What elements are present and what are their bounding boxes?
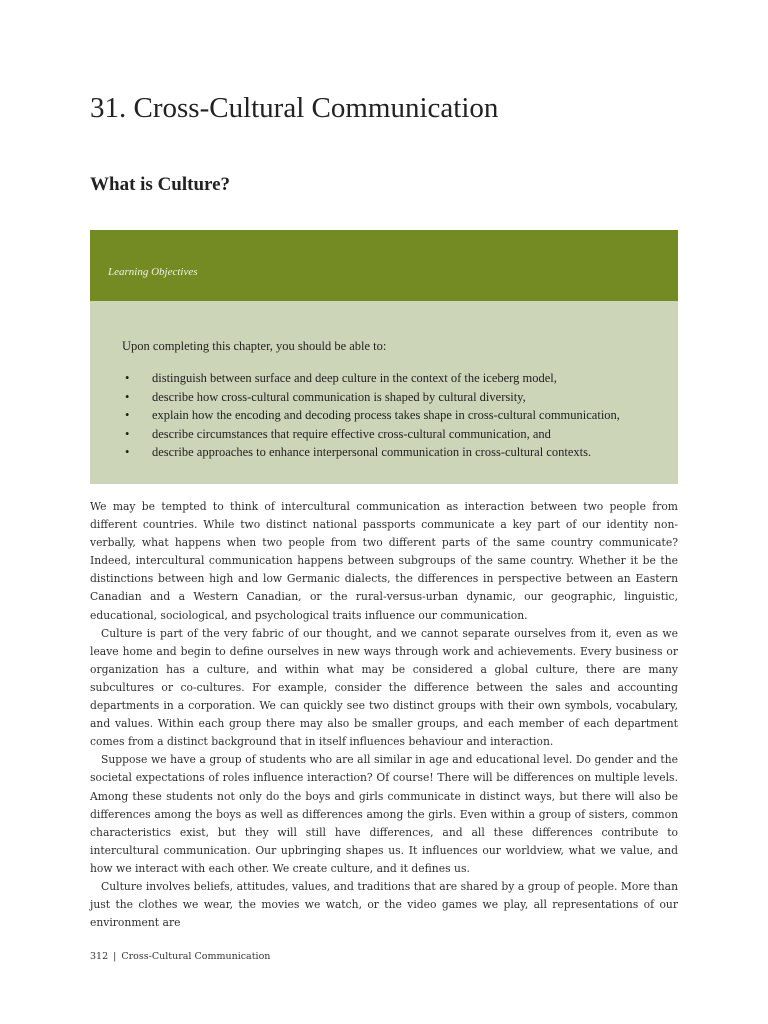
objective-item: • describe approaches to enhance interpersonal communication in cross-cultural contexts. [122, 443, 648, 462]
learning-objectives-box [90, 230, 678, 484]
body-paragraph: Culture is part of the very fabric of our thought, and we cannot separate ourselves from it, even as we leave home and begin to define ourselves in new ways through work and achievements. Every business or organization has a culture, and within what may be considered a global culture, there are many subcultures or co-cultures. For example, consider the difference between the sales and accounting departments in a corporation. We can quickly see two distinct groups with their own symbols, vocabulary, and values. Within each group there may also be smaller groups, and each member of each department comes from a distinct background that in itself influences behaviour and interaction. [90, 626, 678, 749]
learning-objectives-intro: Upon completing this chapter, you should be able to: [122, 339, 387, 353]
body-paragraph: Culture involves beliefs, attitudes, values, and traditions that are shared by a group of people. More than just the clothes we wear, the movies we watch, or the video games we play, all representations of our environment are [90, 879, 678, 930]
body-paragraph: We may be tempted to think of intercultural communication as interaction between two people from different countries. While two distinct national passports communicate a key part of our identity non-verbally, what happens when two people from two different parts of the same country communicate? Indeed, intercultural communication happens between subgroups of the same country. Whether it be the distinctions between high and low Germanic dialects, the differences in perspective between an Eastern Canadian and a Western Canadian, or the rural-versus-urban dynamic, our geographic, linguistic, educational, sociological, and psychological traits influence our communication. [90, 500, 678, 622]
objective-item: • describe circumstances that require effective cross-cultural communication, and [122, 425, 648, 444]
chapter-title: 31. Cross-Cultural Communication [90, 92, 499, 124]
body-text [90, 498, 678, 932]
learning-objectives-body [90, 301, 678, 484]
body-paragraph: Suppose we have a group of students who are all similar in age and educational level. Do gender and the societal expectations of roles influence interaction? Of course! There will be differences on multiple levels. Among these students not only do the boys and girls communicate in distinct ways, but there will also be differences among the boys as well as differences among the girls. Even within a group of sisters, common characteristics exist, but they will still have differences, and all these differences contribute to intercultural communication. Our upbringing shapes us. It influences our worldview, what we value, and how we interact with each other. We create culture, and it defines us. [90, 753, 678, 875]
section-title: What is Culture? [90, 174, 231, 195]
page-footer [90, 951, 270, 962]
page-number: 312 [90, 951, 109, 962]
objective-item: • describe how cross-cultural communication is shaped by cultural diversity, [122, 388, 648, 407]
objective-item: • explain how the encoding and decoding process takes shape in cross-cultural communication, [122, 406, 648, 425]
footer-separator: | [113, 951, 117, 962]
learning-objectives-heading: Learning Objectives [108, 266, 198, 278]
objective-item: • distinguish between surface and deep culture in the context of the iceberg model, [122, 369, 648, 388]
running-title: Cross-Cultural Communication [121, 951, 271, 962]
learning-objectives-header [90, 230, 678, 301]
learning-objectives-list [122, 369, 648, 462]
